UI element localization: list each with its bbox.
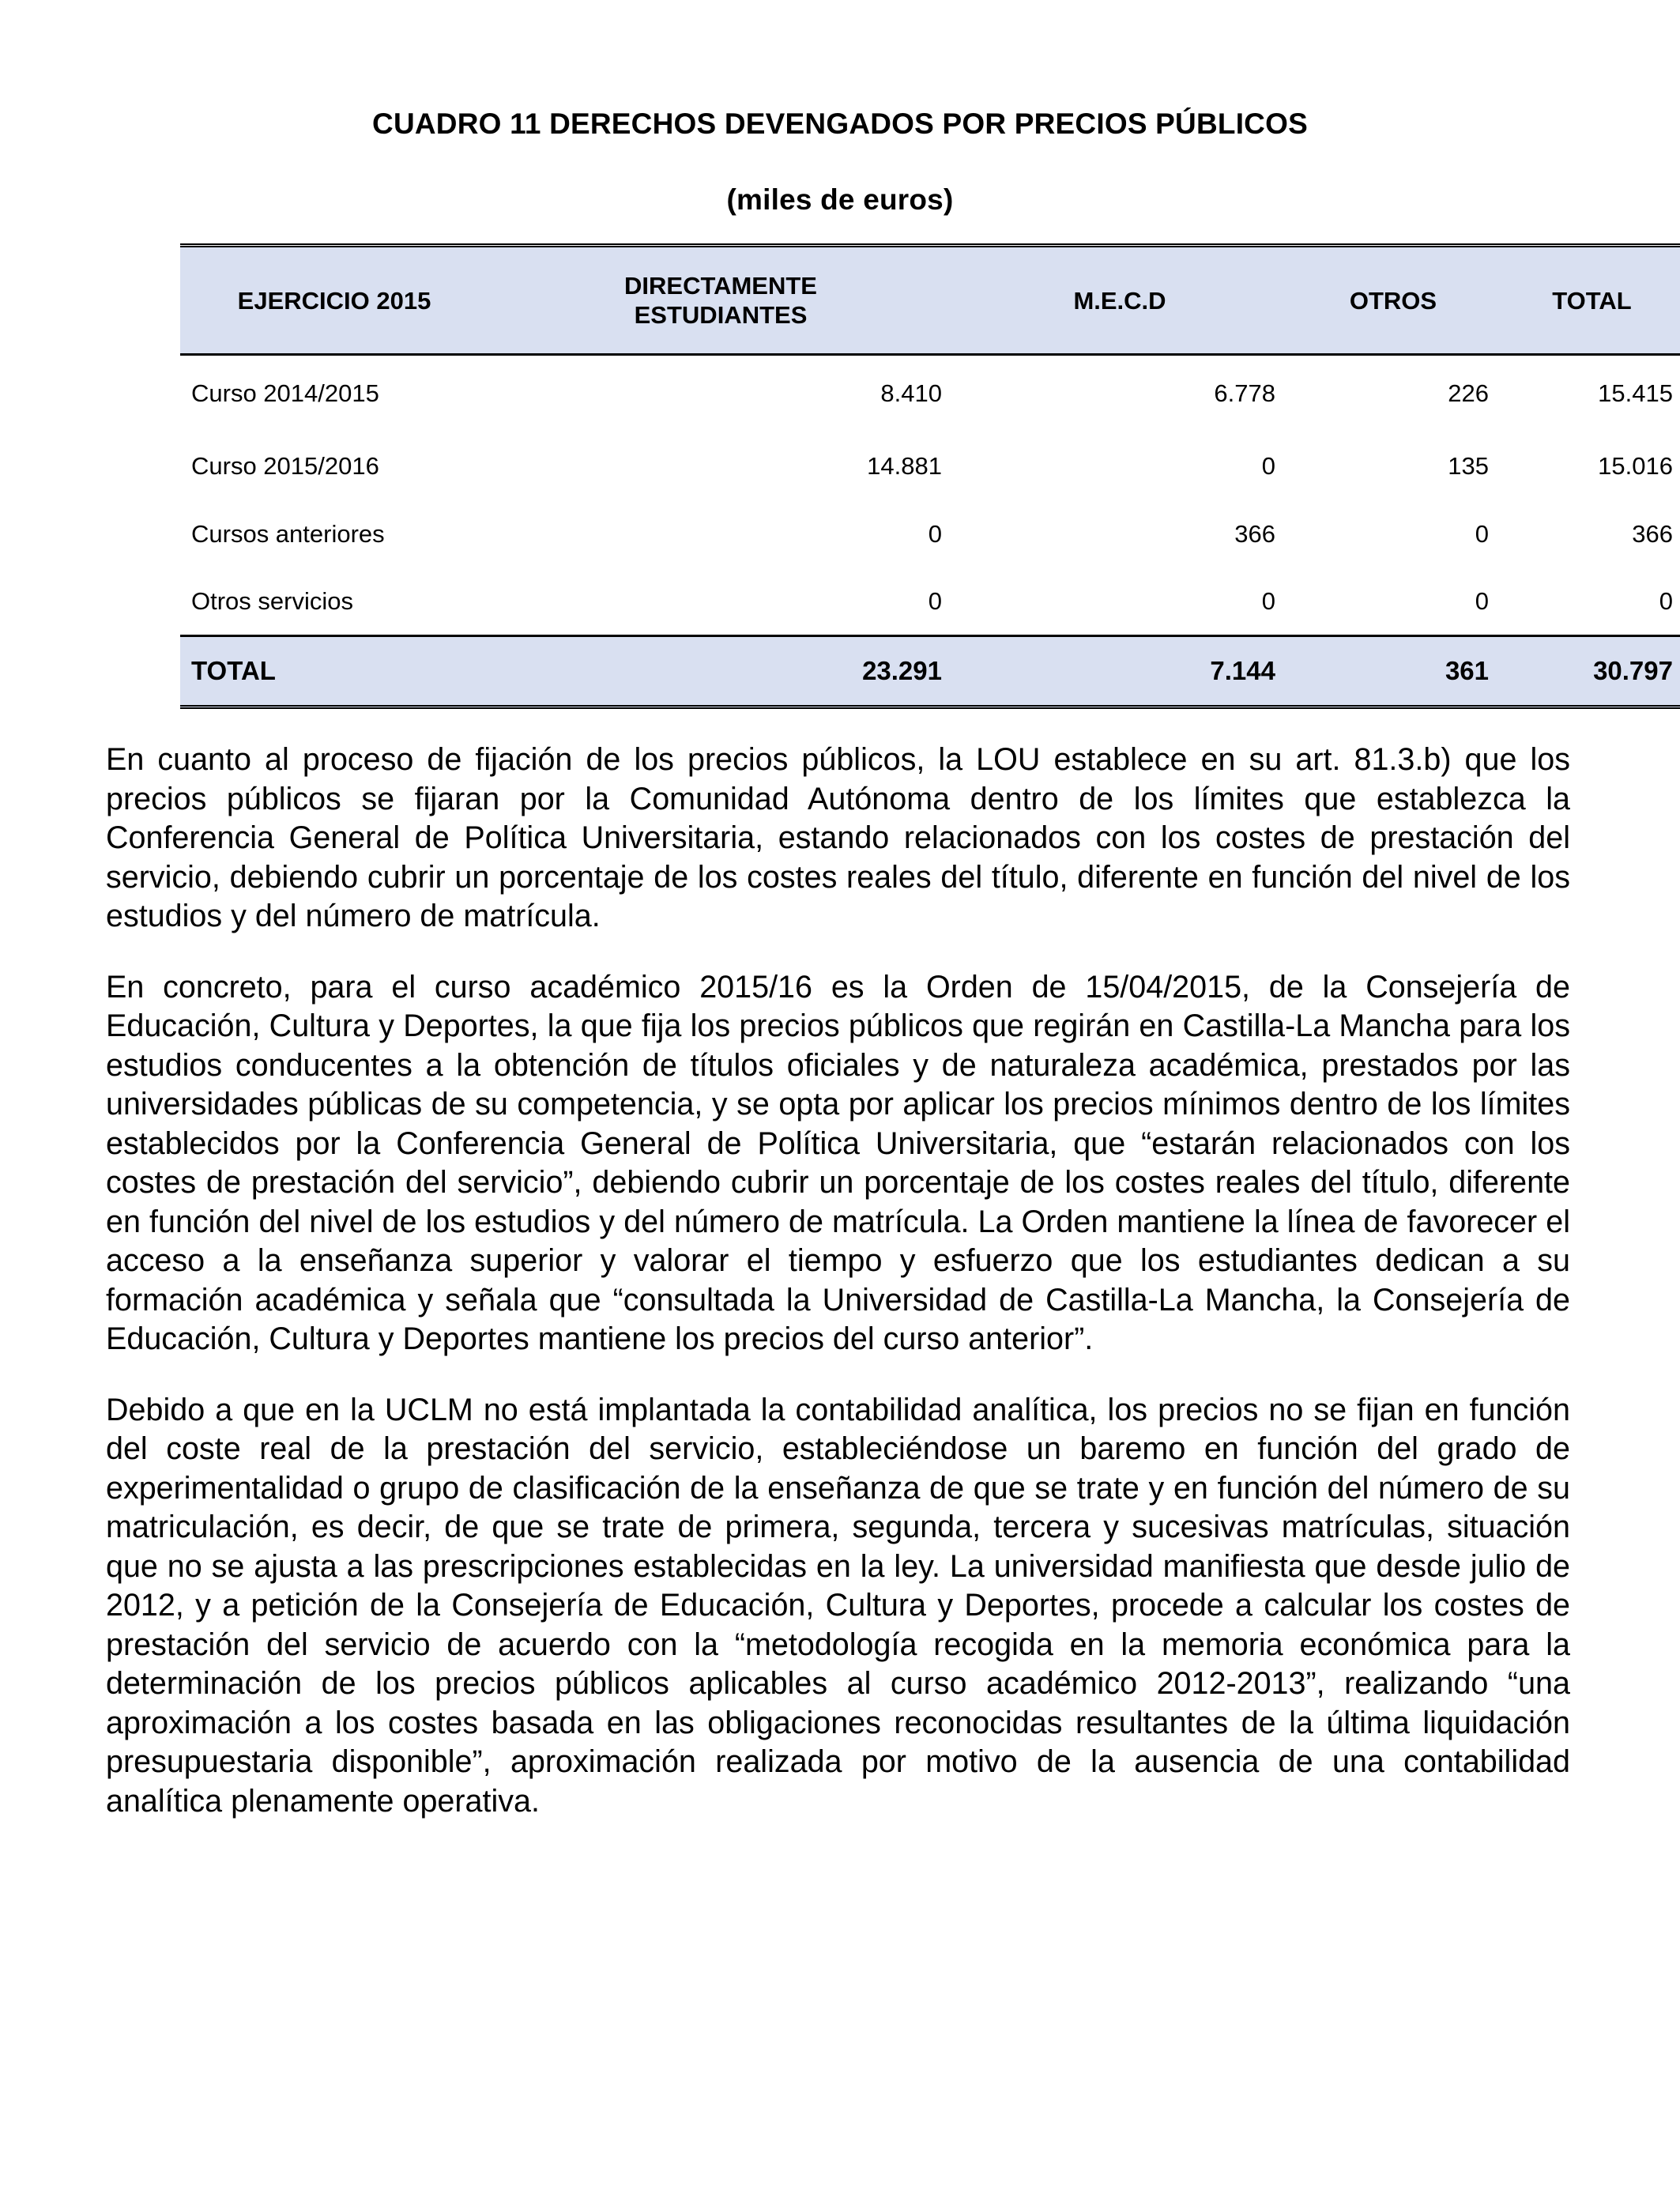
rights-table: [180, 243, 1680, 709]
cell-total: 15.016: [1598, 451, 1673, 480]
table-row: [180, 568, 1680, 636]
cell-otros: 135: [1448, 451, 1489, 480]
header-ejercicio: EJERCICIO 2015: [237, 286, 431, 315]
body-text: [106, 741, 1570, 1853]
cell-otros: 226: [1448, 379, 1489, 408]
cell-mecd: 366: [1234, 519, 1275, 548]
cell-mecd: 0: [1261, 451, 1275, 480]
header-directamente: [488, 246, 953, 355]
page-subtitle: (miles de euros): [726, 183, 954, 216]
cell-directamente: 0: [928, 519, 942, 548]
cell-otros: 0: [1475, 519, 1489, 548]
cell-total: 15.415: [1598, 379, 1673, 408]
total-mecd: 7.144: [1210, 656, 1275, 685]
row-label: Curso 2014/2015: [191, 379, 379, 408]
total-otros: 361: [1445, 656, 1489, 685]
cell-directamente: 14.881: [867, 451, 942, 480]
header-directamente-line1: DIRECTAMENTE: [624, 272, 817, 300]
cell-mecd: 0: [1261, 586, 1275, 615]
header-mecd: M.E.C.D: [1073, 286, 1166, 315]
paragraph-2: En concreto, para el curso académico 2015/16 es la Orden de 15/04/2015, de la Consejería de Educación, Cultura y Deportes, la que fija los precios públicos que regirán en Castilla-La Mancha para los estudios conducentes a la obtención de títulos oficiales y de naturaleza académica, prestados por las universidades públicas de su competencia, y se opta por aplicar los precios mínimos dentro de los límites establecidos por la Conferencia General de Política Universitaria, que “estarán relacionados con los costes de prestación del servicio”, debiendo cubrir un porcentaje de los costes reales del título, diferente en función del nivel de los estudios y del número de matrícula. La Orden mantiene la línea de favorecer el acceso a la enseñanza superior y valorar el tiempo y esfuerzo que los estudiantes dedican a su formación académica y señala que “consultada la Universidad de Castilla-La Mancha, la Consejería de Educación, Cultura y Deportes mantiene los precios del curso anterior”.: [106, 969, 1570, 1356]
paragraph-3: Debido a que en la UCLM no está implantada la contabilidad analítica, los precios no se fijan en función del coste real de la prestación del servicio, estableciéndose un baremo en función del grado de experimentalidad o grupo de clasificación de la enseñanza de que se trate y en función del número de su matriculación, es decir, de que se trate de primera, segunda, tercera y sucesivas matrículas, situación que no se ajusta a las prescripciones establecidas en la ley. La universidad manifiesta que desde julio de 2012, y a petición de la Consejería de Educación, Cultura y Deportes, procede a calcular los costes de prestación del servicio de acuerdo con la “metodología recogida en la memoria económica para la determinación de los precios públicos aplicables al curso académico 2012-2013”, realizando “una aproximación a los costes basada en las obligaciones reconocidas resultantes de la última liquidación presupuestaria disponible”, aproximación realizada por motivo de la ausencia de una contabilidad analítica plenamente operativa.: [106, 1392, 1570, 1819]
total-label: TOTAL: [191, 656, 276, 685]
table-total-row: [180, 636, 1680, 707]
total-directamente: 23.291: [862, 656, 942, 685]
page-title: CUADRO 11 DERECHOS DEVENGADOS POR PRECIOS PÚBLICOS: [372, 107, 1308, 140]
table-row: [180, 355, 1680, 432]
row-label: Cursos anteriores: [191, 519, 385, 548]
row-label: Curso 2015/2016: [191, 451, 379, 480]
cell-total: 366: [1632, 519, 1673, 548]
table-row: [180, 500, 1680, 568]
table-row: [180, 432, 1680, 500]
table-header-row: [180, 246, 1680, 355]
cell-total: 0: [1659, 586, 1673, 615]
header-total: TOTAL: [1552, 286, 1632, 315]
paragraph-1: En cuanto al proceso de fijación de los precios públicos, la LOU establece en su art. 81.3.b) que los precios públicos se fijaran por la Comunidad Autónoma dentro de los límites que establezca la Conferencia General de Política Universitaria, estando relacionados con los costes de prestación del servicio, debiendo cubrir un porcentaje de los costes reales del título, diferente en función del nivel de los estudios y del número de matrícula.: [106, 742, 1570, 933]
rights-table-container: [180, 243, 1673, 709]
cell-directamente: 0: [928, 586, 942, 615]
total-total: 30.797: [1593, 656, 1673, 685]
header-directamente-line2: ESTUDIANTES: [634, 301, 808, 329]
cell-otros: 0: [1475, 586, 1489, 615]
row-label: Otros servicios: [191, 586, 353, 615]
cell-mecd: 6.778: [1214, 379, 1275, 408]
header-otros: OTROS: [1349, 286, 1437, 315]
cell-directamente: 8.410: [880, 379, 942, 408]
